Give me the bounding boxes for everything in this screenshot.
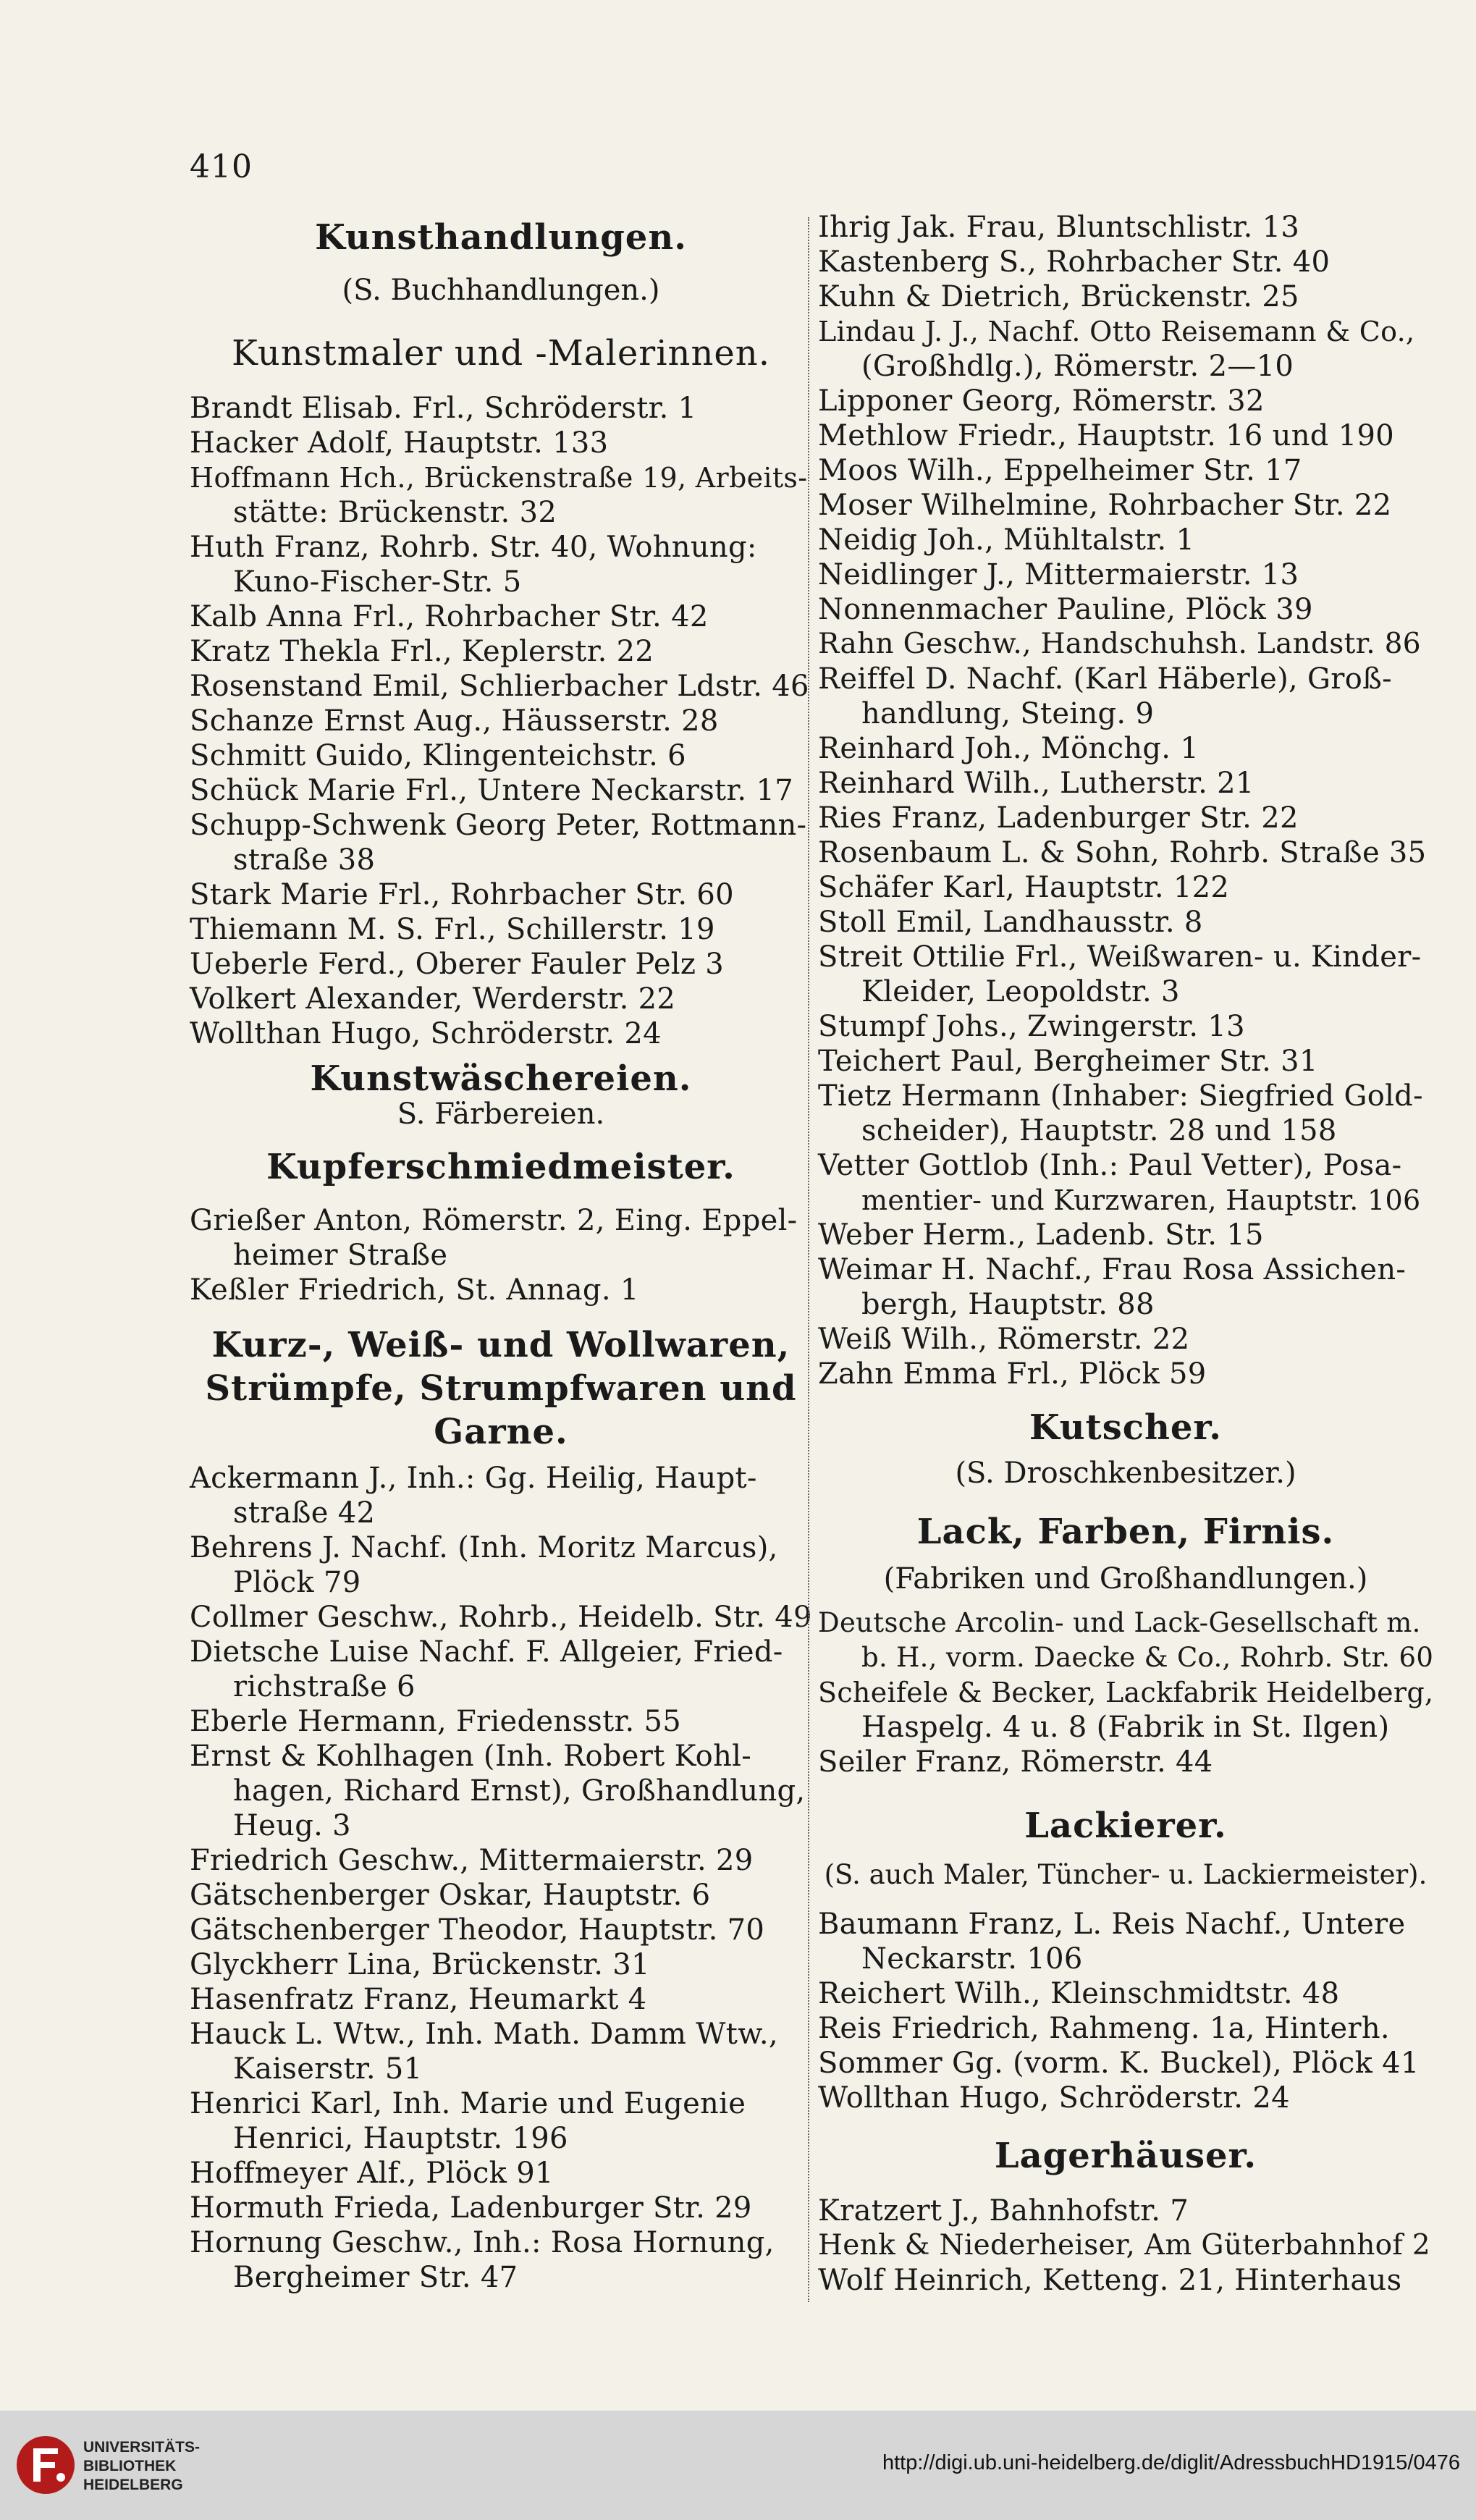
note-kunstwaeschereien: S. Färbereien. bbox=[397, 1097, 605, 1131]
list-item: b. H., vorm. Daecke & Co., Rohrb. Str. 60 bbox=[861, 1642, 1434, 1673]
list-item: Kalb Anna Frl., Rohrbacher Str. 42 bbox=[190, 600, 709, 633]
list-item: Stoll Emil, Landhausstr. 8 bbox=[818, 906, 1203, 939]
list-item: Ueberle Ferd., Oberer Fauler Pelz 3 bbox=[190, 948, 725, 981]
list-item: Baumann Franz, L. Reis Nachf., Untere bbox=[818, 1908, 1406, 1941]
list-item: Neckarstr. 106 bbox=[861, 1942, 1083, 1976]
page-number: 410 bbox=[190, 148, 253, 185]
note-lackierer: (S. auch Maler, Tüncher- u. Lackiermeister). bbox=[824, 1859, 1427, 1890]
list-item: scheider), Hauptstr. 28 und 158 bbox=[861, 1114, 1337, 1147]
heading-lackierer: Lackierer. bbox=[1024, 1805, 1227, 1846]
list-item: Methlow Friedr., Hauptstr. 16 und 190 bbox=[818, 419, 1394, 452]
list-item: Moos Wilh., Eppelheimer Str. 17 bbox=[818, 454, 1302, 487]
heading-kunstmaler: Kunstmaler und -Malerinnen. bbox=[232, 333, 770, 374]
list-item: Schmitt Guido, Klingenteichstr. 6 bbox=[190, 739, 686, 772]
heading-kurzwaren-1: Kurz-, Weiß- und Wollwaren, bbox=[211, 1325, 790, 1365]
note-kutscher: (S. Droschkenbesitzer.) bbox=[955, 1457, 1296, 1490]
list-item: Henk & Niederheiser, Am Güterbahnhof 2 bbox=[818, 2229, 1430, 2262]
list-item: Ackermann J., Inh.: Gg. Heilig, Haupt- bbox=[190, 1462, 757, 1495]
list-item: Eberle Hermann, Friedensstr. 55 bbox=[190, 1705, 682, 1738]
list-item: Deutsche Arcolin- und Lack-Gesellschaft m. bbox=[818, 1607, 1421, 1638]
list-item: Hoffmeyer Alf., Plöck 91 bbox=[190, 2157, 554, 2190]
note-kunsthandlungen: (S. Buchhandlungen.) bbox=[342, 274, 660, 307]
list-item: Neidig Joh., Mühltalstr. 1 bbox=[818, 523, 1195, 557]
list-item: Volkert Alexander, Werderstr. 22 bbox=[190, 982, 676, 1016]
list-item: Kastenberg S., Rohrbacher Str. 40 bbox=[818, 245, 1330, 279]
list-item: hagen, Richard Ernst), Großhandlung, bbox=[233, 1774, 806, 1808]
list-item: Grießer Anton, Römerstr. 2, Eing. Eppel- bbox=[190, 1204, 798, 1237]
list-item: richstraße 6 bbox=[233, 1670, 416, 1703]
list-item: Gätschenberger Oskar, Hauptstr. 6 bbox=[190, 1879, 711, 1912]
list-item: handlung, Steing. 9 bbox=[861, 697, 1155, 730]
list-item: Weimar H. Nachf., Frau Rosa Assichen- bbox=[818, 1253, 1407, 1286]
heading-kupferschmiede: Kupferschmiedmeister. bbox=[266, 1147, 735, 1187]
list-item: Teichert Paul, Bergheimer Str. 31 bbox=[818, 1045, 1318, 1078]
list-item: Henrici, Hauptstr. 196 bbox=[233, 2122, 568, 2155]
list-item: Kratz Thekla Frl., Keplerstr. 22 bbox=[190, 635, 654, 668]
list-item: Reis Friedrich, Rahmeng. 1a, Hinterh. bbox=[818, 2012, 1390, 2045]
list-item: Heug. 3 bbox=[233, 1809, 351, 1842]
list-item: mentier- und Kurzwaren, Hauptstr. 106 bbox=[861, 1184, 1421, 1216]
list-item: Reinhard Joh., Mönchg. 1 bbox=[818, 732, 1199, 765]
list-item: straße 38 bbox=[233, 843, 376, 877]
list-item: straße 42 bbox=[233, 1496, 376, 1530]
list-item: Behrens J. Nachf. (Inh. Moritz Marcus), bbox=[190, 1531, 778, 1564]
list-item: Schanze Ernst Aug., Häusserstr. 28 bbox=[190, 704, 719, 738]
heading-kunstwaeschereien: Kunstwäschereien. bbox=[310, 1058, 692, 1099]
list-item: Bergheimer Str. 47 bbox=[233, 2261, 518, 2294]
list-item: stätte: Brückenstr. 32 bbox=[233, 496, 557, 529]
heading-kurzwaren-3: Garne. bbox=[434, 1412, 568, 1452]
viewer-footer bbox=[0, 2411, 1476, 2520]
list-item: Hormuth Frieda, Ladenburger Str. 29 bbox=[190, 2191, 752, 2225]
list-item: Kratzert J., Bahnhofstr. 7 bbox=[818, 2194, 1189, 2228]
heading-kurzwaren-2: Strümpfe, Strumpfwaren und bbox=[205, 1368, 797, 1409]
list-item: Ihrig Jak. Frau, Bluntschlistr. 13 bbox=[818, 211, 1300, 244]
list-item: Gätschenberger Theodor, Hauptstr. 70 bbox=[190, 1913, 765, 1947]
list-item: Reiffel D. Nachf. (Karl Häberle), Groß- bbox=[818, 662, 1392, 696]
list-item: Kaiserstr. 51 bbox=[233, 2052, 423, 2086]
list-item: Schupp-Schwenk Georg Peter, Rottmann- bbox=[190, 809, 807, 842]
list-item: Reinhard Wilh., Lutherstr. 21 bbox=[818, 767, 1254, 800]
heading-lagerhaeuser: Lagerhäuser. bbox=[994, 2136, 1257, 2176]
heading-lack: Lack, Farben, Firnis. bbox=[916, 1512, 1335, 1552]
list-item: Keßler Friedrich, St. Annag. 1 bbox=[190, 1273, 639, 1307]
list-item: Wollthan Hugo, Schröderstr. 24 bbox=[818, 2081, 1290, 2115]
list-item: Zahn Emma Frl., Plöck 59 bbox=[818, 1357, 1207, 1391]
list-item: Weiß Wilh., Römerstr. 22 bbox=[818, 1323, 1190, 1356]
list-item: Haspelg. 4 u. 8 (Fabrik in St. Ilgen) bbox=[861, 1711, 1390, 1744]
list-item: Hacker Adolf, Hauptstr. 133 bbox=[190, 426, 609, 460]
list-item: Lipponer Georg, Römerstr. 32 bbox=[818, 384, 1265, 418]
list-item: Kuno-Fischer-Str. 5 bbox=[233, 565, 522, 599]
list-item: Nonnenmacher Pauline, Plöck 39 bbox=[818, 593, 1313, 626]
list-item: Schück Marie Frl., Untere Neckarstr. 17 bbox=[190, 774, 793, 807]
list-item: Seiler Franz, Römerstr. 44 bbox=[818, 1745, 1213, 1779]
list-item: bergh, Hauptstr. 88 bbox=[861, 1288, 1155, 1321]
library-name-line-2: BIBLIOTHEK bbox=[83, 2458, 177, 2474]
list-item: Brandt Elisab. Frl., Schröderstr. 1 bbox=[190, 392, 697, 425]
list-item: Wollthan Hugo, Schröderstr. 24 bbox=[190, 1017, 662, 1050]
list-item: Collmer Geschw., Rohrb., Heidelb. Str. 49 bbox=[190, 1601, 812, 1634]
university-library-logo-icon bbox=[13, 2432, 78, 2498]
list-item: Moser Wilhelmine, Rohrbacher Str. 22 bbox=[818, 489, 1392, 522]
heading-kunsthandlungen: Kunsthandlungen. bbox=[315, 217, 687, 258]
list-item: Stark Marie Frl., Rohrbacher Str. 60 bbox=[190, 878, 734, 911]
list-item: Vetter Gottlob (Inh.: Paul Vetter), Posa- bbox=[818, 1149, 1402, 1182]
list-item: Weber Herm., Ladenb. Str. 15 bbox=[818, 1218, 1264, 1252]
list-item: Huth Franz, Rohrb. Str. 40, Wohnung: bbox=[190, 531, 757, 564]
list-item: Thiemann M. S. Frl., Schillerstr. 19 bbox=[190, 913, 715, 946]
list-item: Hornung Geschw., Inh.: Rosa Hornung, bbox=[190, 2226, 775, 2259]
list-item: Reichert Wilh., Kleinschmidtstr. 48 bbox=[818, 1977, 1340, 2010]
list-item: Henrici Karl, Inh. Marie und Eugenie bbox=[190, 2087, 746, 2120]
list-item: Glyckherr Lina, Brückenstr. 31 bbox=[190, 1948, 650, 1981]
list-item: Lindau J. J., Nachf. Otto Reisemann & Co., bbox=[818, 316, 1415, 347]
list-item: Rahn Geschw., Handschuhsh. Landstr. 86 bbox=[818, 628, 1421, 660]
column-divider bbox=[808, 217, 809, 2302]
list-item: Hauck L. Wtw., Inh. Math. Damm Wtw., bbox=[190, 2018, 778, 2051]
permalink-url[interactable]: http://digi.ub.uni-heidelberg.de/diglit/AdressbuchHD1915/0476 bbox=[882, 2451, 1460, 2474]
list-item: Rosenstand Emil, Schlierbacher Ldstr. 46 bbox=[190, 670, 809, 703]
list-item: heimer Straße bbox=[233, 1239, 448, 1272]
list-item: (Großhdlg.), Römerstr. 2—10 bbox=[861, 350, 1294, 383]
library-name-line-1: UNIVERSITÄTS- bbox=[83, 2439, 201, 2456]
list-item: Sommer Gg. (vorm. K. Buckel), Plöck 41 bbox=[818, 2047, 1420, 2080]
list-item: Ernst & Kohlhagen (Inh. Robert Kohl- bbox=[190, 1740, 752, 1773]
list-item: Dietsche Luise Nachf. F. Allgeier, Fried- bbox=[190, 1635, 783, 1669]
list-item: Kleider, Leopoldstr. 3 bbox=[861, 975, 1180, 1008]
list-item: Ries Franz, Ladenburger Str. 22 bbox=[818, 801, 1299, 835]
library-name-line-3: HEIDELBERG bbox=[83, 2477, 183, 2493]
library-name bbox=[83, 2438, 200, 2495]
list-item: Stumpf Johs., Zwingerstr. 13 bbox=[818, 1010, 1245, 1043]
list-item: Plöck 79 bbox=[233, 1566, 361, 1599]
list-item: Streit Ottilie Frl., Weißwaren- u. Kinder- bbox=[818, 940, 1422, 974]
list-item: Schäfer Karl, Hauptstr. 122 bbox=[818, 871, 1230, 904]
list-item: Hoffmann Hch., Brückenstraße 19, Arbeits- bbox=[190, 462, 808, 494]
list-item: Scheifele & Becker, Lackfabrik Heidelberg, bbox=[818, 1677, 1434, 1708]
list-item: Tietz Hermann (Inhaber: Siegfried Gold- bbox=[818, 1079, 1423, 1113]
heading-kutscher: Kutscher. bbox=[1029, 1407, 1222, 1448]
list-item: Friedrich Geschw., Mittermaierstr. 29 bbox=[190, 1844, 754, 1877]
list-item: Neidlinger J., Mittermaierstr. 13 bbox=[818, 558, 1299, 591]
list-item: Kuhn & Dietrich, Brückenstr. 25 bbox=[818, 280, 1299, 313]
list-item: Rosenbaum L. & Sohn, Rohrb. Straße 35 bbox=[818, 836, 1427, 869]
list-item: Wolf Heinrich, Ketteng. 21, Hinterhaus bbox=[818, 2264, 1402, 2297]
note-lack: (Fabriken und Großhandlungen.) bbox=[883, 1562, 1368, 1596]
list-item: Hasenfratz Franz, Heumarkt 4 bbox=[190, 1983, 647, 2016]
